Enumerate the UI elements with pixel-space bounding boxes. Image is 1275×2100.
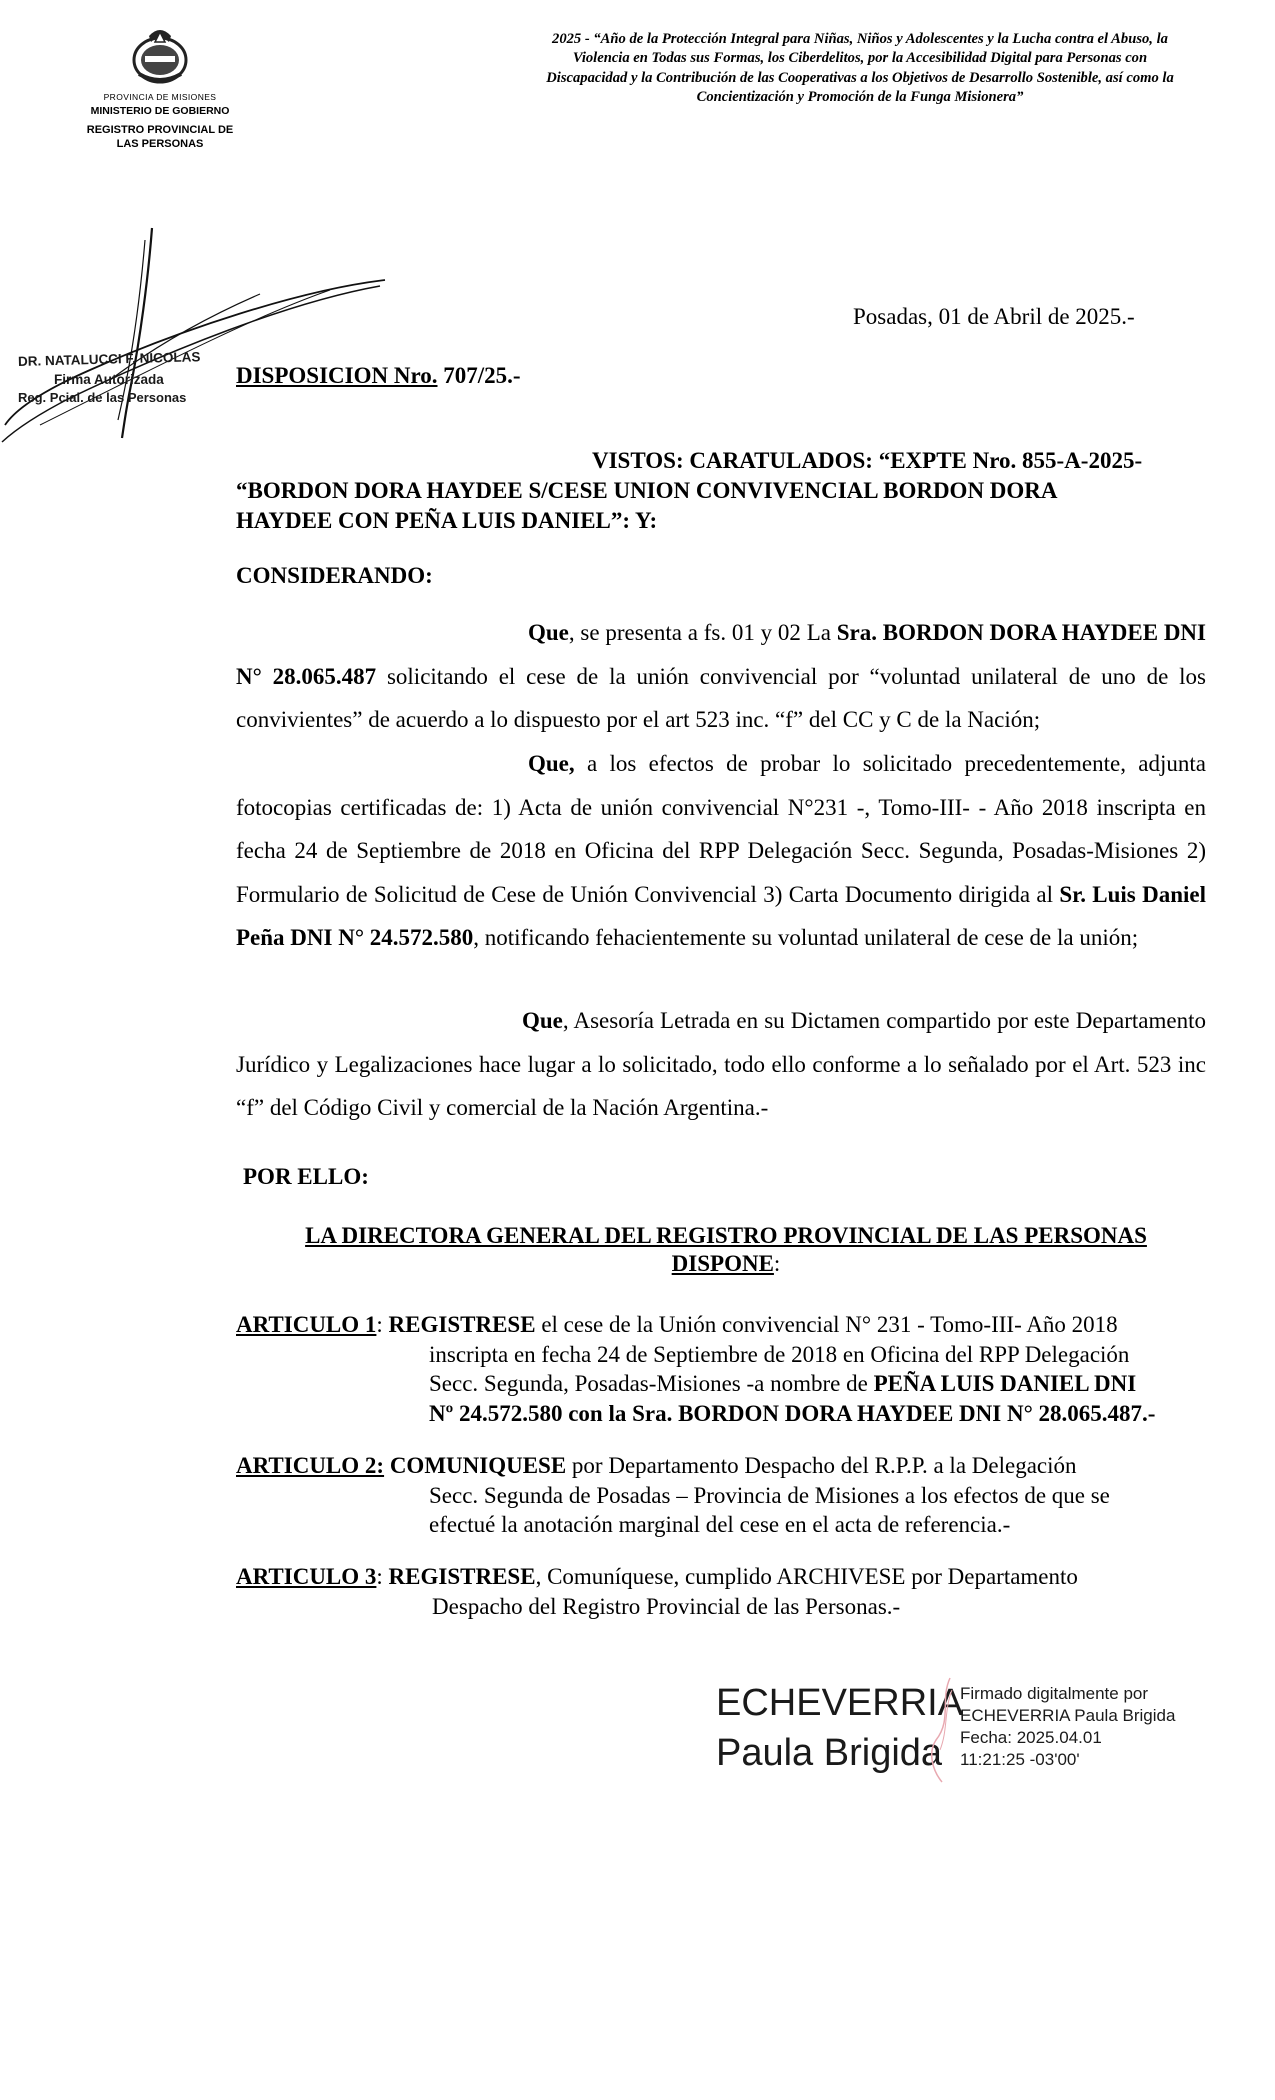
article-text: Despacho del Registro Provincial de las Personas.- — [432, 1593, 901, 1619]
logo-registry-line1: REGISTRO PROVINCIAL DE — [86, 124, 234, 136]
que-label: Que, — [528, 751, 575, 776]
article-3-verb: REGISTRESE — [388, 1564, 536, 1589]
article-1 — [236, 1310, 1216, 1428]
signature-flourish-icon — [922, 1670, 962, 1790]
article-separator: : — [376, 1312, 389, 1337]
article-text: Secc. Segunda de Posadas – Provincia de Misiones a los efectos de que se — [429, 1482, 1110, 1508]
article-separator: : — [376, 1564, 389, 1589]
disposition-number: 707/25.- — [437, 363, 521, 388]
signer-surname: ECHEVERRIA — [716, 1682, 964, 1724]
institution-logo — [60, 22, 260, 151]
vistos-line2: “BORDON DORA HAYDEE S/CESE UNION CONVIVENCIAL BORDON DORA — [236, 478, 1058, 503]
article-3 — [236, 1562, 1216, 1621]
vistos-block — [236, 446, 1196, 536]
article-bold-text: Nº 24.572.580 con la Sra. BORDON DORA HAYDEE DNI N° 28.065.487.- — [429, 1400, 1156, 1426]
signature-detail-line: ECHEVERRIA Paula Brigida — [960, 1706, 1176, 1725]
dispone-colon: : — [773, 1251, 781, 1276]
considerando-paragraph-2 — [236, 742, 1206, 960]
stamp-office: Reg. Pcial. de las Personas — [18, 390, 187, 405]
article-text: por Departamento Despacho del R.P.P. a la Delegación — [566, 1453, 1077, 1478]
article-1-heading: ARTICULO 1 — [236, 1312, 377, 1337]
considerando-paragraph-3 — [236, 999, 1206, 1130]
logo-registry-line2: LAS PERSONAS — [116, 138, 204, 150]
paragraph-text: , se presenta a fs. 01 y 02 La — [568, 620, 837, 645]
article-text: inscripta en fecha 24 de Septiembre de 2018 en Oficina del RPP Delegación — [429, 1341, 1130, 1367]
article-1-verb: REGISTRESE — [388, 1312, 536, 1337]
article-text: , Comuníquese, cumplido ARCHIVESE por Departamento — [535, 1564, 1078, 1589]
paragraph-text: a los efectos de probar lo solicitado precedentemente, adjunta fotocopias certificadas de: 1) Acta de unión convivencial N°231 -, Tomo-III- - Año 2018 inscripta en fecha 24 de Septiembre de 2018 en Oficina del RPP Delegación Secc. Segunda, Posadas-Misiones 2) Formulario de Solicitud de Cese de Unión Convivencial 3) Carta Documento dirigida al — [236, 751, 1206, 907]
article-2-heading: ARTICULO 2: — [236, 1453, 385, 1478]
digital-signature-name — [716, 1678, 964, 1778]
signature-date: Fecha: 2025.04.01 — [960, 1728, 1102, 1747]
year-motto: 2025 - “Año de la Protección Integral para Niñas, Niños y Adolescentes y la Lucha contra el Abuso, la Violencia en Todas sus Formas, los Ciberdelitos, por la Accesibilidad Digital para Personas con Discapacidad y la Contribución de las Cooperativas a los Objetivos de Desarrollo Sostenible, así como la Concientización y Promoción de la Funga Misionera” — [546, 31, 1174, 105]
article-bold-text: PEÑA LUIS DANIEL DNI — [873, 1371, 1137, 1396]
disposition-label: DISPOSICION Nro. — [236, 363, 438, 388]
paragraph-text: solicitando el cese de la unión convivencial por “voluntad unilateral de uno de los convivientes” de acuerdo a lo dispuesto por el art 523 inc. “f” del CC y C de la Nación; — [236, 663, 1206, 732]
article-text: el cese de la Unión convivencial N° 231 - Tomo-III- Año 2018 — [535, 1312, 1118, 1337]
article-3-heading: ARTICULO 3 — [236, 1564, 377, 1589]
handwritten-signature-icon — [0, 220, 420, 470]
applicant-name: Sra. BORDON DORA HAYDEE DNI N° 28.065.487 — [236, 620, 1206, 689]
article-text: Secc. Segunda, Posadas-Misiones -a nombre de — [429, 1371, 874, 1396]
considerando-paragraph-1 — [236, 611, 1206, 742]
signature-detail-line: Firmado digitalmente por — [960, 1684, 1149, 1703]
logo-ministry: MINISTERIO DE GOBIERNO — [90, 105, 230, 117]
por-ello-heading: POR ELLO: — [243, 1164, 369, 1189]
article-2-verb: COMUNIQUESE — [389, 1453, 567, 1478]
vistos-line3: HAYDEE CON PEÑA LUIS DANIEL”: Y: — [236, 508, 658, 533]
paragraph-text: , notificando fehacientemente su voluntad unilateral de cese de la unión; — [473, 925, 1139, 950]
document-date: Posadas, 01 de Abril de 2025.- — [853, 304, 1135, 329]
stamp-name: DR. NATALUCCI F. NICOLAS — [17, 349, 201, 369]
directora-heading — [236, 1222, 1216, 1278]
recipient-name: Sr. Luis Daniel Peña DNI N° 24.572.580 — [236, 881, 1206, 950]
vistos-line1: VISTOS: CARATULADOS: “EXPTE Nro. 855-A-2025- — [592, 448, 1143, 473]
stamp-role: Firma Autorizada — [54, 372, 164, 387]
considerando-heading: CONSIDERANDO: — [236, 563, 433, 588]
signer-given-names: Paula Brigida — [716, 1732, 943, 1774]
paragraph-text: , Asesoría Letrada en su Dictamen compartido por este Departamento Jurídico y Legalizaciones hace lugar a lo solicitado, todo ello conforme a lo señalado por el Art. 523 inc “f” del Código Civil y comercial de la Nación Argentina.- — [236, 1008, 1206, 1120]
digital-signature-details — [960, 1683, 1240, 1771]
directora-line1: LA DIRECTORA GENERAL DEL REGISTRO PROVINCIAL DE LAS PERSONAS — [305, 1223, 1147, 1248]
provincial-seal-icon — [125, 22, 195, 88]
logo-province: PROVINCIA DE MISIONES — [103, 92, 217, 102]
article-2 — [236, 1451, 1216, 1540]
disposition-title — [236, 363, 521, 389]
authorized-signature-stamp — [17, 349, 258, 407]
article-text: efectué la anotación marginal del cese en el acta de referencia.- — [429, 1512, 1011, 1537]
signature-time: 11:21:25 -03'00' — [960, 1750, 1080, 1769]
dispone-label: DISPONE — [671, 1251, 774, 1276]
que-label: Que — [528, 620, 569, 645]
que-label: Que — [522, 1008, 563, 1033]
